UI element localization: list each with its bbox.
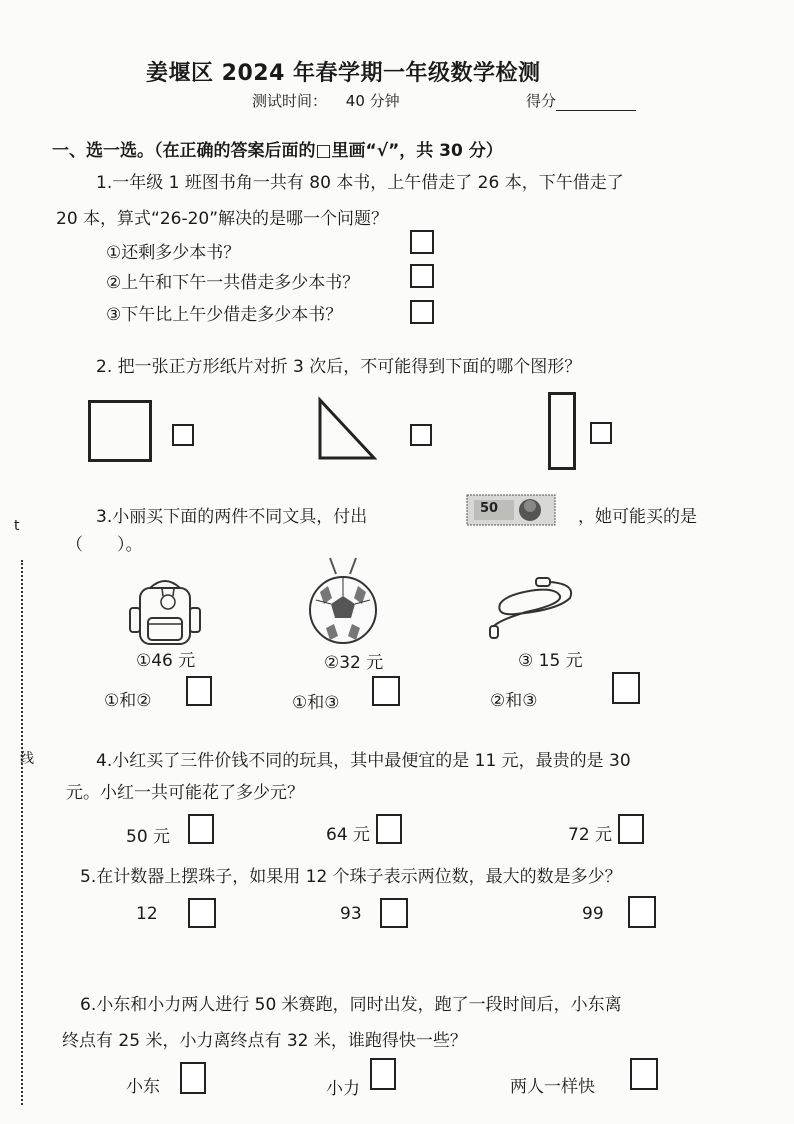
- q2-text: 2. 把一张正方形纸片对折 3 次后，不可能得到下面的哪个图形？: [96, 357, 582, 377]
- q3-item-2: ②32 元: [324, 653, 384, 673]
- rectangle-shape: [548, 392, 576, 470]
- q5-choice-1: 12: [136, 904, 158, 924]
- q3-choice-1: ①和②: [104, 691, 152, 711]
- q4-choice-3: 72 元: [568, 825, 613, 845]
- q3-text-b: ，她可能买的是: [578, 507, 697, 527]
- q3-item-3: ③ 15 元: [518, 651, 583, 671]
- banknote-value: 50: [480, 501, 499, 516]
- q1-option-3: ③下午比上午少借走多少本书？: [106, 305, 343, 325]
- q3-choice-2: ①和③: [292, 693, 340, 713]
- q6-choice-3-checkbox[interactable]: [630, 1058, 658, 1090]
- score-field[interactable]: [526, 90, 636, 111]
- q4-choice-3-checkbox[interactable]: [618, 814, 644, 844]
- q5-choice-1-checkbox[interactable]: [188, 898, 216, 928]
- q6-choice-2-checkbox[interactable]: [370, 1058, 396, 1090]
- q3-choice-1-checkbox[interactable]: [186, 676, 212, 706]
- q2-triangle-checkbox[interactable]: [410, 424, 432, 446]
- q5-choice-2: 93: [340, 904, 362, 924]
- q4-choice-2: 64 元: [326, 825, 371, 845]
- square-shape: [88, 400, 152, 462]
- margin-mark-top: t: [14, 518, 20, 534]
- q4-choice-1-checkbox[interactable]: [188, 814, 214, 844]
- q6-choice-1-checkbox[interactable]: [180, 1062, 206, 1094]
- q4-choice-2-checkbox[interactable]: [376, 814, 402, 844]
- soccer-ball-image: [306, 556, 382, 646]
- q3-item-1: ①46 元: [136, 651, 196, 671]
- q3-choice-3-checkbox[interactable]: [612, 672, 640, 704]
- q1-option-1-checkbox[interactable]: [410, 230, 434, 254]
- q6-line1: 6.小东和小力两人进行 50 米赛跑，同时出发，跑了一段时间后，小东离: [80, 995, 622, 1015]
- q3-text-a: 3.小丽买下面的两件不同文具，付出: [96, 507, 368, 527]
- q6-line2: 终点有 25 米，小力离终点有 32 米，谁跑得快一些？: [62, 1031, 467, 1051]
- q1-option-3-checkbox[interactable]: [410, 300, 434, 324]
- banknote-image: [466, 492, 556, 528]
- q3-text-c: （ ）。: [66, 535, 143, 555]
- test-time-label: 测试时间：: [252, 92, 328, 110]
- q3-choice-2-checkbox[interactable]: [372, 676, 400, 706]
- q1-option-2-checkbox[interactable]: [410, 264, 434, 288]
- test-time-value: 40 分钟: [345, 92, 400, 110]
- q4-choice-1: 50 元: [126, 827, 171, 847]
- page-title: 姜堰区 2024 年春学期一年级数学检测: [146, 61, 541, 86]
- q4-line2: 元。小红一共可能花了多少元？: [66, 783, 304, 803]
- binding-line: [21, 560, 23, 1105]
- score-blank[interactable]: [556, 96, 636, 111]
- q2-rectangle-checkbox[interactable]: [590, 422, 612, 444]
- q5-choice-2-checkbox[interactable]: [380, 898, 408, 928]
- backpack-image: [128, 574, 204, 646]
- q1-option-1: ①还剩多少本书？: [106, 243, 241, 263]
- q5-choice-3: 99: [582, 904, 604, 924]
- test-time: [252, 90, 400, 111]
- q5-text: 5.在计数器上摆珠子，如果用 12 个珠子表示两位数，最大的数是多少？: [80, 867, 622, 887]
- jump-rope-image: [486, 574, 578, 638]
- q1-line2: 20 本，算式“26-20”解决的是哪一个问题？: [56, 209, 389, 229]
- section-heading: 一、选一选。（在正确的答案后面的□里画“√”，共 30 分）: [52, 141, 503, 161]
- margin-mark-line: 线: [20, 751, 34, 767]
- q3-choice-3: ②和③: [490, 691, 538, 711]
- score-label: 得分: [526, 92, 557, 110]
- triangle-shape: [316, 396, 376, 462]
- q2-square-checkbox[interactable]: [172, 424, 194, 446]
- q4-line1: 4.小红买了三件价钱不同的玩具，其中最便宜的是 11 元，最贵的是 30: [96, 751, 631, 771]
- q1-line1: 1.一年级 1 班图书角一共有 80 本书，上午借走了 26 本，下午借走了: [96, 173, 624, 193]
- q6-choice-2: 小力: [326, 1079, 360, 1099]
- q6-choice-1: 小东: [126, 1077, 160, 1097]
- q1-option-2: ②上午和下午一共借走多少本书？: [106, 273, 360, 293]
- q5-choice-3-checkbox[interactable]: [628, 896, 656, 928]
- q6-choice-3: 两人一样快: [510, 1077, 595, 1097]
